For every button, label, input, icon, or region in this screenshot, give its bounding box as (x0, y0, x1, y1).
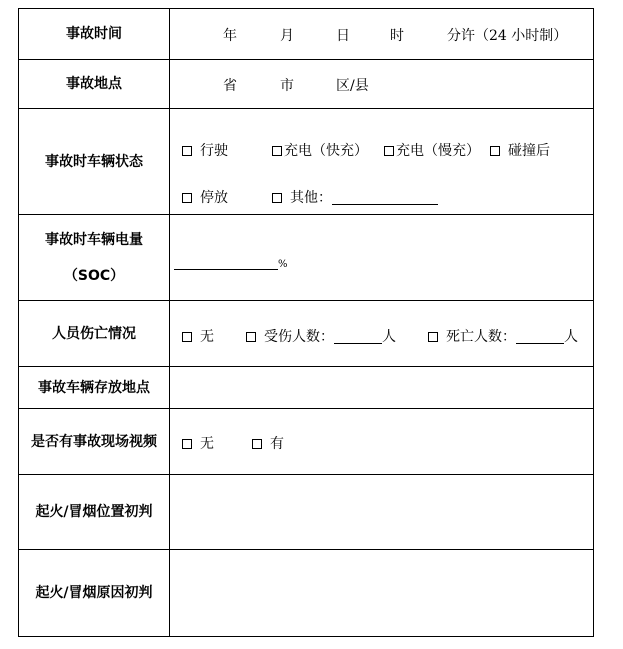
unit-city: 市 (280, 78, 294, 94)
label-vehicle-state: 事故时车辆状态 (19, 109, 170, 215)
label-injury: 人员伤亡情况 (19, 301, 170, 367)
checkbox-icon[interactable] (428, 332, 438, 342)
label-accident-time: 事故时间 (19, 9, 170, 60)
option-fast-charge[interactable]: 充电（快充） (272, 140, 368, 160)
unit-province: 省 (223, 78, 237, 94)
row-soc (19, 215, 594, 301)
row-storage (19, 367, 594, 409)
checkbox-icon[interactable] (252, 439, 262, 449)
checkbox-icon[interactable] (246, 332, 256, 342)
checkbox-icon[interactable] (490, 146, 500, 156)
option-slow-charge[interactable]: 充电（慢充） (384, 140, 480, 160)
checkbox-icon[interactable] (182, 332, 192, 342)
option-driving[interactable]: 行驶 (182, 140, 228, 160)
option-injured[interactable]: 受伤人数： 人 (246, 326, 396, 346)
option-no-video[interactable]: 无 (182, 433, 214, 453)
label-soc-line2: （SOC） (63, 267, 125, 284)
row-video (19, 409, 594, 475)
option-dead[interactable]: 死亡人数： 人 (428, 326, 578, 346)
soc-input[interactable] (174, 255, 288, 271)
checkbox-icon[interactable] (384, 146, 394, 156)
unit-day: 日 (336, 28, 350, 44)
label-storage: 事故车辆存放地点 (19, 367, 170, 409)
checkbox-icon[interactable] (182, 439, 192, 449)
option-parked[interactable]: 停放 (182, 187, 228, 207)
checkbox-icon[interactable] (272, 146, 282, 156)
row-vehicle-state (19, 109, 594, 215)
field-injury (170, 301, 594, 367)
field-vehicle-state (170, 109, 594, 215)
field-storage[interactable] (170, 367, 594, 409)
soc-blank-line[interactable] (174, 255, 278, 270)
label-soc-line1: 事故时车辆电量 (45, 231, 143, 248)
option-has-video[interactable]: 有 (252, 433, 284, 453)
label-soc (19, 215, 170, 301)
injured-count-line[interactable] (334, 329, 382, 344)
row-accident-time (19, 9, 594, 60)
row-accident-location (19, 60, 594, 109)
label-fire-position: 起火/冒烟位置初判 (19, 475, 170, 550)
unit-district: 区/县 (336, 78, 369, 94)
field-accident-time[interactable] (170, 9, 594, 60)
soc-unit: % (278, 259, 288, 270)
option-after-collision[interactable]: 碰撞后 (490, 140, 550, 160)
field-fire-cause[interactable] (170, 550, 594, 637)
field-fire-position[interactable] (170, 475, 594, 550)
unit-minute: 分许（24 小时制） (447, 28, 568, 44)
checkbox-icon[interactable] (182, 193, 192, 203)
label-fire-cause: 起火/冒烟原因初判 (19, 550, 170, 637)
label-accident-location: 事故地点 (19, 60, 170, 109)
label-video: 是否有事故现场视频 (19, 409, 170, 475)
dead-count-line[interactable] (516, 329, 564, 344)
field-video (170, 409, 594, 475)
other-blank-line[interactable] (332, 190, 438, 205)
unit-month: 月 (280, 28, 294, 44)
checkbox-icon[interactable] (182, 146, 192, 156)
accident-report-form (18, 8, 594, 637)
option-other[interactable]: 其他： (272, 187, 438, 207)
row-injury (19, 301, 594, 367)
field-soc[interactable] (170, 215, 594, 301)
row-fire-cause (19, 550, 594, 637)
field-accident-location[interactable] (170, 60, 594, 109)
unit-year: 年 (223, 28, 237, 44)
row-fire-position (19, 475, 594, 550)
unit-hour: 时 (390, 28, 404, 44)
checkbox-icon[interactable] (272, 193, 282, 203)
option-no-injury[interactable]: 无 (182, 326, 214, 346)
